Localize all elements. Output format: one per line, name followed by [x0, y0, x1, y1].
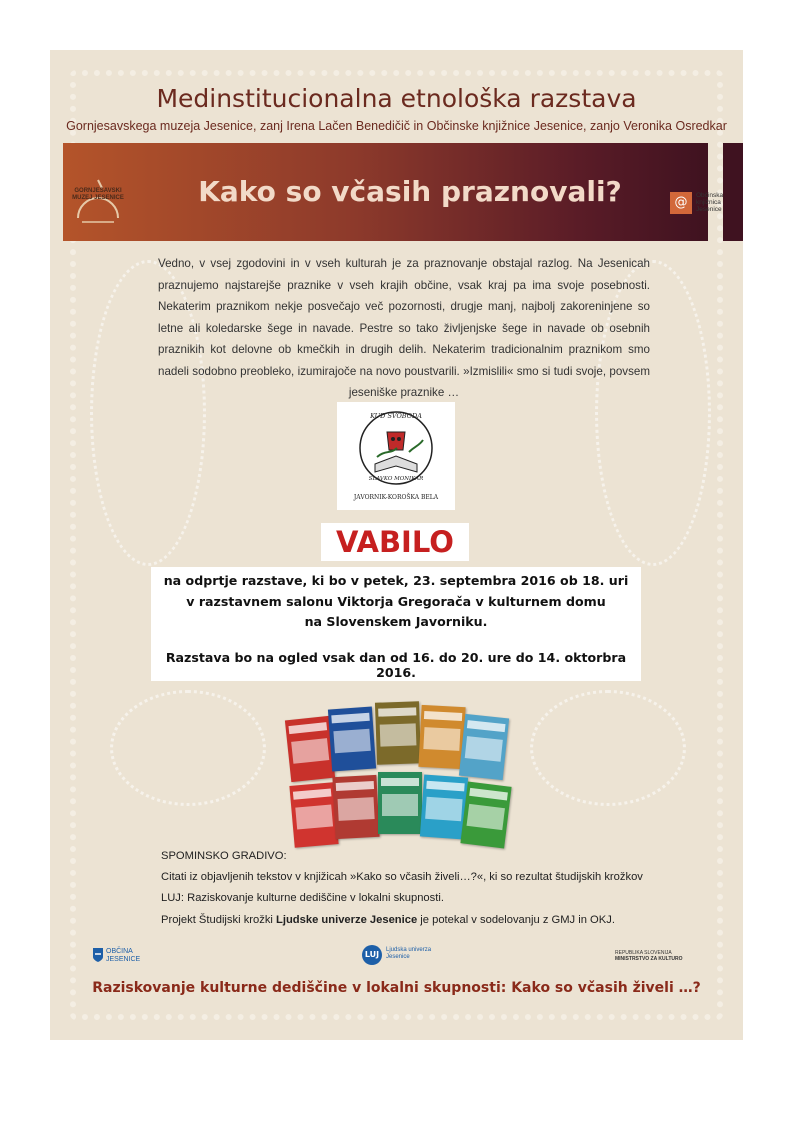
poster	[50, 50, 743, 1040]
booklet-cover	[375, 701, 421, 764]
ministry-logo	[615, 950, 683, 962]
exhibition-title: Medinstitucionalna etnološka razstava	[156, 84, 637, 113]
kud-emblem	[337, 402, 455, 510]
vabilo-heading: VABILO	[321, 523, 469, 561]
invitation-dates: Razstava bo na ogled vsak dan od 16. do 20. ure do 14. oktorbra 2016.	[165, 650, 627, 680]
booklet-cover	[289, 782, 338, 848]
lace-ornament	[530, 690, 686, 806]
intro-text: Vedno, v vsej zgodovini in v vseh kulturah je za praznovanje obstajal razlog. Na Jesenicah praznujemo najstarejše praznike v vseh krajih občine, vsak kraj pa ima svoje posebnosti. Nekaterim praznikom nekje posvečajo več pozornosti, drugje manj, najbolj zakoreninjene so letne ali koledarske šege in navade. Pestre so tako življenjske šege in navade ob osebnih praznikih kot delovne ob kmečkih in drugih delih. Nekaterim tradicionalnim praznikom smo nadeli sodobno preobleko, izumirajoče na novo poustvarili. »Izmislili« smo si tudi svoje, povsem jeseniške praznike …	[158, 257, 650, 399]
memo-text: je potekal v sodelovanju z GMJ in OKJ.	[417, 913, 615, 926]
booklet-cover	[459, 714, 509, 780]
luj-logo-text	[386, 947, 431, 961]
invitation-line: v razstavnem salonu Viktorja Gregorača v kulturnem domu	[186, 594, 606, 609]
gmj-logo-text: GORNJESAVSKI MUZEJ JESENICE	[72, 188, 124, 201]
luj-line: Jesenice	[386, 954, 410, 960]
booklet-collage	[288, 698, 508, 853]
exhibition-subtitle: Gornjesavskega muzeja Jesenice, zanj Irena Lačen Benedičič in Občinske knjižnice Jesenice, zanjo Veronika Osredkar	[66, 119, 727, 133]
memo-line: Citati iz objavljenih tekstov v knjižicah »Kako so včasih živeli…?«, ki so rezultat študijskih krožkov	[161, 871, 643, 884]
memo-line	[161, 910, 721, 931]
closing-slogan: Raziskovanje kulturne dediščine v lokalni skupnosti: Kako so včasih živeli …?	[92, 980, 701, 996]
luj-mark: LUJ	[362, 945, 382, 965]
ministry-line: REPUBLIKA SLOVENIJA	[615, 950, 672, 956]
booklet-cover	[285, 716, 335, 782]
ministry-line: MINISTRSTVO ZA KULTURO	[615, 956, 683, 962]
emblem-middle-text: SLAVKO MONIKAR	[368, 476, 424, 482]
booklet-cover	[378, 772, 422, 834]
invitation-box	[151, 567, 641, 681]
memo-line: LUJ: Raziskovanje kulturne dediščine v lokalni skupnosti.	[161, 892, 444, 905]
memorial-material	[161, 846, 721, 931]
booklet-cover	[418, 705, 465, 769]
memo-bold-text: Ljudske univerze Jesenice	[276, 913, 418, 926]
emblem-bottom-text: JAVORNIK-KOROŠKA BELA	[353, 494, 439, 501]
invitation-line: na Slovenskem Javorniku.	[304, 614, 488, 629]
obcina-line: JESENICE	[106, 956, 141, 963]
gmj-logo	[72, 178, 124, 238]
gmj-logo-icon	[72, 178, 124, 238]
luj-line: Ljudska univerza	[386, 947, 432, 953]
obcina-line: OBČINA	[106, 948, 133, 955]
partner-logos	[50, 945, 743, 975]
booklet-cover	[460, 782, 511, 849]
obcina-crest-icon	[92, 947, 104, 963]
okj-logo-text: Občinska knjižnica Jesenice	[696, 192, 724, 213]
booklet-cover	[328, 707, 376, 772]
at-icon: @	[670, 192, 692, 214]
booklet-cover	[332, 775, 379, 839]
booklet-cover	[420, 775, 468, 840]
invitation-line: na odprtje razstave, ki bo v petek, 23. septembra 2016 ob 18. uri	[163, 573, 629, 588]
memo-heading: SPOMINSKO GRADIVO:	[161, 850, 287, 862]
obcina-logo-text	[106, 948, 140, 964]
lace-ornament	[110, 690, 266, 806]
banner-title: Kako so včasih praznovali?	[198, 175, 622, 208]
emblem-top-text: KUD SVOBODA	[370, 412, 422, 420]
memo-text: Projekt Študijski krožki	[161, 913, 277, 926]
okj-logo	[670, 192, 730, 242]
